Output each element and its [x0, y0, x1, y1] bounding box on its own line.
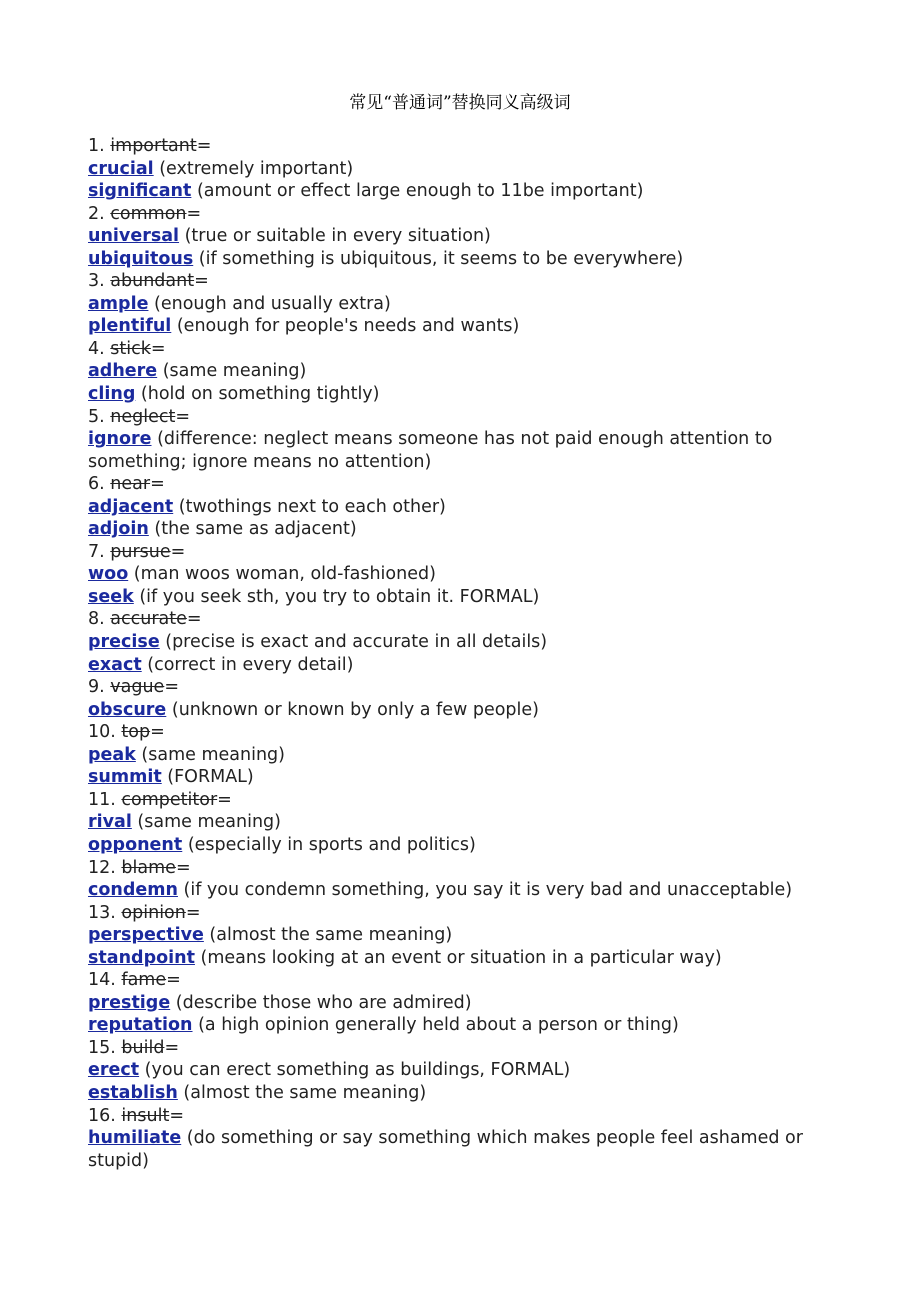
synonym-definition: (man woos woman, old-fashioned) [128, 564, 436, 585]
synonym-line [88, 1014, 833, 1037]
synonym-definition: (twothings next to each other) [173, 496, 446, 517]
synonym-link[interactable]: ubiquitous [88, 248, 194, 269]
synonym-line [88, 947, 833, 970]
entry-heading [88, 473, 833, 496]
common-word: competitor [121, 789, 218, 810]
entry-number: 9. [88, 677, 105, 698]
synonym-link[interactable]: erect [88, 1060, 140, 1081]
synonym-definition: (a high opinion generally held about a person or thing) [192, 1015, 679, 1036]
synonym-definition: (especially in sports and politics) [182, 834, 476, 855]
synonym-definition: (extremely important) [153, 158, 354, 179]
synonym-line [88, 811, 833, 834]
synonym-line [88, 766, 833, 789]
equals-sign: = [186, 203, 202, 224]
entry-number: 8. [88, 609, 105, 630]
synonym-line [88, 699, 833, 722]
synonym-line [88, 1127, 833, 1172]
equals-sign: = [150, 722, 165, 743]
equals-sign: = [170, 541, 186, 562]
synonym-definition: (means looking at an event or situation in a particular way) [194, 947, 722, 968]
equals-sign: = [185, 902, 201, 923]
common-word: important [110, 136, 197, 156]
synonym-link[interactable]: rival [88, 812, 132, 833]
entry-heading [88, 902, 833, 925]
entry-heading [88, 608, 833, 631]
synonym-link[interactable]: reputation [88, 1015, 193, 1036]
synonym-definition: (true or suitable in every situation) [179, 226, 491, 247]
common-word: neglect [110, 406, 176, 427]
synonym-link[interactable]: plentiful [88, 316, 172, 337]
entry-heading [88, 541, 833, 564]
synonym-line [88, 654, 833, 677]
equals-sign: = [175, 857, 191, 878]
synonym-definition: (the same as adjacent) [148, 519, 357, 540]
entry-heading [88, 406, 833, 429]
synonym-link[interactable]: perspective [88, 925, 204, 946]
synonym-definition: (hold on something tightly) [135, 384, 380, 405]
entry-number: 16. [88, 1105, 116, 1126]
synonym-link[interactable]: opponent [88, 834, 183, 855]
synonym-definition: (do something or say something which makes people feel ashamed or stupid) [88, 1128, 803, 1171]
synonym-definition: (correct in every detail) [141, 654, 354, 675]
entry-number: 11. [88, 789, 116, 810]
synonym-definition: (almost the same meaning) [203, 925, 453, 946]
common-word: common [110, 203, 187, 224]
synonym-list [88, 135, 833, 1172]
synonym-link[interactable]: standpoint [88, 947, 195, 968]
synonym-definition: (if you seek sth, you try to obtain it. FORMAL) [133, 586, 540, 607]
synonym-link[interactable]: humiliate [88, 1128, 182, 1149]
synonym-definition: (if something is ubiquitous, it seems to be everywhere) [193, 248, 684, 269]
synonym-link[interactable]: obscure [88, 699, 167, 720]
synonym-link[interactable]: universal [88, 226, 180, 247]
entry-heading [88, 721, 833, 744]
synonym-line [88, 1059, 833, 1082]
synonym-link[interactable]: exact [88, 654, 142, 675]
synonym-line [88, 180, 833, 203]
equals-sign: = [217, 789, 232, 810]
entry-number: 5. [88, 406, 105, 427]
entry-number: 6. [88, 474, 105, 495]
equals-sign: = [169, 1105, 184, 1126]
entry-number: 3. [88, 271, 105, 292]
entry-number: 15. [88, 1037, 116, 1058]
synonym-link[interactable]: ignore [88, 429, 152, 450]
equals-sign: = [186, 609, 202, 630]
synonym-definition: (if you condemn something, you say it is very bad and unacceptable) [177, 880, 793, 901]
entry-heading [88, 857, 833, 880]
synonym-link[interactable]: summit [88, 767, 162, 788]
entry-heading [88, 1037, 833, 1060]
synonym-line [88, 631, 833, 654]
common-word: opinion [121, 902, 186, 923]
entry-heading [88, 135, 833, 158]
synonym-definition: (enough and usually extra) [148, 293, 391, 314]
equals-sign: = [166, 970, 181, 991]
synonym-line [88, 158, 833, 181]
synonym-line [88, 586, 833, 609]
common-word: pursue [110, 541, 171, 562]
entry-number: 13. [88, 902, 116, 923]
synonym-line [88, 428, 833, 473]
synonym-definition: (precise is exact and accurate in all details) [159, 632, 548, 653]
entry-number: 7. [88, 541, 105, 562]
synonym-definition: (you can erect something as buildings, FORMAL) [139, 1060, 571, 1081]
synonym-definition: (describe those who are admired) [170, 992, 472, 1013]
entry-number: 4. [88, 338, 105, 359]
synonym-line [88, 563, 833, 586]
synonym-definition: (amount or effect large enough to 11be important) [191, 181, 644, 202]
synonym-definition: (enough for people's needs and wants) [171, 316, 520, 337]
synonym-definition: (difference: neglect means someone has not paid enough attention to something; ignore means no attention) [88, 429, 773, 472]
common-word: fame [121, 970, 167, 991]
equals-sign: = [196, 136, 212, 156]
synonym-line [88, 834, 833, 857]
synonym-definition: (almost the same meaning) [177, 1082, 427, 1103]
synonym-link[interactable]: crucial [88, 158, 154, 179]
document-title: 常见“普通词”替换同义高级词 [349, 93, 571, 113]
equals-sign: = [164, 677, 179, 698]
equals-sign: = [194, 271, 209, 292]
synonym-line [88, 1082, 833, 1105]
synonym-link[interactable]: ample [88, 293, 149, 314]
entry-heading [88, 338, 833, 361]
synonym-line [88, 248, 833, 271]
entry-heading [88, 969, 833, 992]
entry-heading [88, 1105, 833, 1128]
synonym-definition: (same meaning) [157, 361, 307, 382]
synonym-definition: (unknown or known by only a few people) [166, 699, 539, 720]
common-word: abundant [110, 271, 195, 292]
common-word: stick [110, 338, 151, 359]
synonym-link[interactable]: significant [88, 181, 192, 202]
synonym-link[interactable]: adjacent [88, 496, 174, 517]
synonym-line [88, 879, 833, 902]
synonym-line [88, 315, 833, 338]
equals-sign: = [150, 338, 166, 359]
entry-heading [88, 676, 833, 699]
common-word: vague [110, 677, 165, 698]
synonym-link[interactable]: seek [88, 586, 134, 607]
common-word: blame [121, 857, 176, 878]
synonym-definition: (same meaning) [135, 744, 285, 765]
entry-number: 14. [88, 970, 116, 991]
equals-sign: = [164, 1037, 180, 1058]
synonym-line [88, 293, 833, 316]
synonym-line [88, 924, 833, 947]
synonym-line [88, 360, 833, 383]
synonym-line [88, 496, 833, 519]
equals-sign: = [175, 406, 191, 427]
common-word: top [121, 722, 151, 743]
entry-heading [88, 203, 833, 226]
synonym-link[interactable]: peak [88, 744, 136, 765]
synonym-line [88, 225, 833, 248]
synonym-line [88, 518, 833, 541]
synonym-line [88, 383, 833, 406]
common-word: build [121, 1037, 165, 1058]
synonym-link[interactable]: adjoin [88, 519, 149, 540]
entry-number: 10. [88, 722, 116, 743]
entry-number: 2. [88, 203, 105, 224]
synonym-line [88, 744, 833, 767]
synonym-link[interactable]: condemn [88, 880, 178, 901]
synonym-link[interactable]: prestige [88, 992, 171, 1013]
synonym-link[interactable]: establish [88, 1082, 178, 1103]
entry-number: 1. [88, 136, 105, 156]
entry-number: 12. [88, 857, 116, 878]
synonym-link[interactable]: cling [88, 384, 136, 405]
entry-heading [88, 789, 833, 812]
common-word: insult [121, 1105, 170, 1126]
synonym-link[interactable]: woo [88, 564, 129, 585]
synonym-line [88, 992, 833, 1015]
common-word: near [110, 474, 151, 495]
synonym-link[interactable]: adhere [88, 361, 158, 382]
common-word: accurate [110, 609, 187, 630]
synonym-definition: (same meaning) [131, 812, 281, 833]
synonym-definition: (FORMAL) [161, 767, 254, 788]
synonym-link[interactable]: precise [88, 632, 160, 653]
equals-sign: = [150, 474, 165, 495]
entry-heading [88, 270, 833, 293]
